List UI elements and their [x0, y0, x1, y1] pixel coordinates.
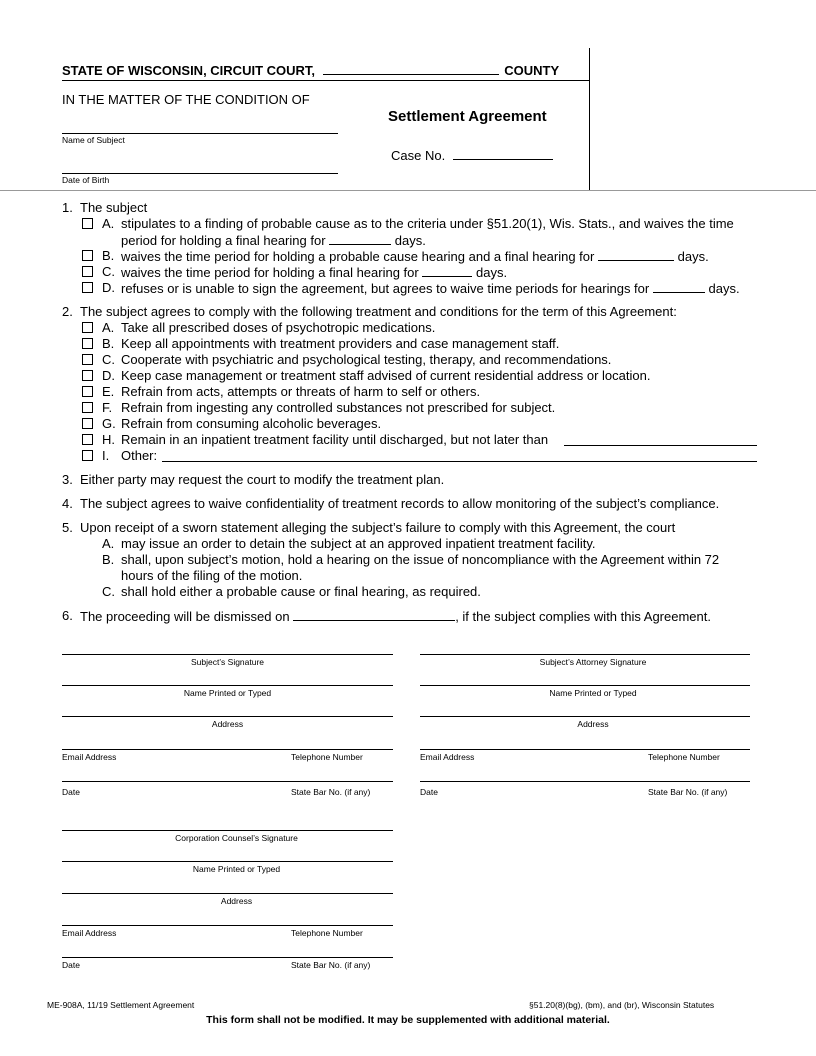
item-1d: [121, 280, 740, 296]
checkbox-2c[interactable]: [82, 354, 93, 365]
subject-signature-line[interactable]: [62, 654, 393, 655]
letter-2d: D.: [102, 368, 115, 383]
counsel-email-label: Email Address: [62, 928, 117, 938]
checkbox-1d[interactable]: [82, 282, 93, 293]
header-divider-top: [62, 80, 589, 81]
letter-1d: D.: [102, 280, 115, 295]
checkbox-2a[interactable]: [82, 322, 93, 333]
item-1a-text: stipulates to a finding of probable cause as to the criteria under §51.20(1), Wis. Stats., and waives the time: [121, 216, 734, 231]
dob-label: Date of Birth: [62, 175, 110, 185]
item-5a-text: may issue an order to detain the subject at an approved inpatient treatment facility.: [121, 536, 596, 551]
letter-1b: B.: [102, 248, 115, 263]
section3-number: 3.: [62, 472, 73, 487]
attorney-address-label: Address: [577, 719, 609, 729]
item-1d-days-field[interactable]: [653, 280, 705, 293]
counsel-name-printed-label: Name Printed or Typed: [192, 864, 281, 874]
attorney-name-line[interactable]: [420, 685, 750, 686]
case-number: [391, 147, 553, 163]
checkbox-2b[interactable]: [82, 338, 93, 349]
attorney-signature-label: Subject’s Attorney Signature: [539, 657, 647, 667]
section6-text: [80, 608, 711, 624]
checkbox-2i[interactable]: [82, 450, 93, 461]
county-field[interactable]: [323, 62, 499, 75]
section6-after: , if the subject complies with this Agreement.: [455, 609, 711, 624]
letter-1c: C.: [102, 264, 115, 279]
item-1c-text: waives the time period for holding a final hearing for: [121, 265, 419, 280]
item-2i-other-field[interactable]: [162, 461, 757, 462]
form-title: Settlement Agreement: [388, 108, 547, 125]
letter-5c: C.: [102, 584, 115, 599]
section6-number: 6.: [62, 608, 73, 623]
attorney-date-label: Date: [420, 787, 438, 797]
subject-date-label: Date: [62, 787, 80, 797]
subject-name-printed-label: Name Printed or Typed: [183, 688, 272, 698]
section4-number: 4.: [62, 496, 73, 511]
item-1c-days-field[interactable]: [422, 264, 472, 277]
attorney-email-label: Email Address: [420, 752, 475, 762]
attorney-bar-label: State Bar No. (if any): [648, 787, 728, 797]
attorney-name-printed-label: Name Printed or Typed: [549, 688, 637, 698]
letter-2a: A.: [102, 320, 115, 335]
letter-2f: F.: [102, 400, 113, 415]
section1-number: 1.: [62, 200, 73, 215]
dismissal-date-field[interactable]: [293, 608, 455, 621]
letter-2c: C.: [102, 352, 115, 367]
counsel-date-label: Date: [62, 960, 80, 970]
item-1a-suffix: days.: [394, 233, 426, 248]
letter-2g: G.: [102, 416, 116, 431]
checkbox-1c[interactable]: [82, 266, 93, 277]
subject-email-label: Email Address: [62, 752, 117, 762]
header-divider-vertical: [589, 48, 590, 190]
item-2a-text: Take all prescribed doses of psychotropic medications.: [121, 320, 436, 335]
item-2d-text: Keep case management or treatment staff advised of current residential address or location.: [121, 368, 651, 383]
item-1b-days-field[interactable]: [598, 248, 674, 261]
subject-address-label: Address: [211, 719, 244, 729]
counsel-signature-label: Corporation Counsel’s Signature: [175, 833, 298, 843]
case-no-field[interactable]: [453, 147, 553, 160]
letter-2e: E.: [102, 384, 115, 399]
checkbox-1b[interactable]: [82, 250, 93, 261]
section3-text: Either party may request the court to modify the treatment plan.: [80, 472, 445, 487]
county-label: COUNTY: [504, 63, 560, 78]
section6-before: The proceeding will be dismissed on: [80, 609, 290, 624]
letter-5a: A.: [102, 536, 115, 551]
item-1b-text: waives the time period for holding a probable cause hearing and a final hearing for: [121, 249, 595, 264]
checkbox-2d[interactable]: [82, 370, 93, 381]
attorney-signature-line[interactable]: [420, 654, 750, 655]
item-2i-text: Other:: [121, 448, 158, 463]
footer-form-id: ME-908A, 11/19 Settlement Agreement: [47, 1000, 195, 1010]
item-1d-text: refuses or is unable to sign the agreement, but agrees to waive time periods for hearings for: [121, 281, 650, 296]
section1-intro: The subject: [80, 200, 148, 215]
item-2b-text: Keep all appointments with treatment providers and case management staff.: [121, 336, 560, 351]
attorney-phone-label: Telephone Number: [648, 752, 720, 762]
attorney-date-line[interactable]: [420, 781, 750, 782]
dob-field[interactable]: [62, 173, 338, 174]
item-1c-suffix: days.: [475, 265, 508, 280]
counsel-date-line[interactable]: [62, 957, 393, 958]
matter-label: IN THE MATTER OF THE CONDITION OF: [62, 92, 310, 107]
item-1a-days-field[interactable]: [329, 232, 391, 245]
counsel-address-label: Address: [220, 896, 253, 906]
case-no-label: Case No.: [391, 148, 446, 163]
item-2h-date-field[interactable]: [564, 445, 757, 446]
footer-notice: This form shall not be modified. It may be supplemented with additional material.: [206, 1014, 610, 1026]
checkbox-2g[interactable]: [82, 418, 93, 429]
section5-intro: Upon receipt of a sworn statement alleging the subject’s failure to comply with this Agreement, the court: [80, 520, 676, 535]
item-1a-line2: [121, 232, 426, 248]
item-5b-text2: hours of the filing of the motion.: [121, 568, 303, 583]
counsel-name-line[interactable]: [62, 861, 393, 862]
subject-signature-label: Subject’s Signature: [190, 657, 265, 667]
counsel-contact-line[interactable]: [62, 925, 393, 926]
counsel-address-line[interactable]: [62, 893, 393, 894]
checkbox-1a[interactable]: [82, 218, 93, 229]
subject-phone-label: Telephone Number: [291, 752, 363, 762]
letter-2h: H.: [102, 432, 115, 447]
item-1d-suffix: days.: [708, 281, 740, 296]
item-1c: [121, 264, 507, 280]
item-2h-text: Remain in an inpatient treatment facility until discharged, but not later than: [121, 432, 549, 447]
attorney-address-line[interactable]: [420, 716, 750, 717]
counsel-signature-line[interactable]: [62, 830, 393, 831]
item-1b: [121, 248, 709, 264]
item-1a-text2: period for holding a final hearing for: [121, 233, 326, 248]
court-heading: [62, 62, 559, 78]
letter-2b: B.: [102, 336, 115, 351]
item-1b-suffix: days.: [677, 249, 709, 264]
item-2c-text: Cooperate with psychiatric and psychological testing, therapy, and recommendations.: [121, 352, 612, 367]
subject-bar-label: State Bar No. (if any): [291, 787, 371, 797]
item-5b-text: shall, upon subject’s motion, hold a hearing on the issue of noncompliance with the Agreement within 72: [121, 552, 720, 567]
subject-name-field[interactable]: [62, 133, 338, 134]
letter-2i: I.: [102, 448, 110, 463]
attorney-contact-line[interactable]: [420, 749, 750, 750]
checkbox-2f[interactable]: [82, 402, 93, 413]
checkbox-2h[interactable]: [82, 434, 93, 445]
subject-address-line[interactable]: [62, 716, 393, 717]
letter-5b: B.: [102, 552, 115, 567]
item-2e-text: Refrain from acts, attempts or threats of harm to self or others.: [121, 384, 481, 399]
section4-text: The subject agrees to waive confidentiality of treatment records to allow monitoring of the subject’s compliance.: [80, 496, 720, 511]
footer-statutes: §51.20(8)(bg), (bm), and (br), Wisconsin Statutes: [529, 1000, 715, 1010]
counsel-phone-label: Telephone Number: [291, 928, 363, 938]
item-2g-text: Refrain from consuming alcoholic beverages.: [121, 416, 382, 431]
subject-date-line[interactable]: [62, 781, 393, 782]
header-bottom-rule: [0, 190, 816, 191]
section2-number: 2.: [62, 304, 73, 319]
counsel-bar-label: State Bar No. (if any): [291, 960, 371, 970]
item-5c-text: shall hold either a probable cause or final hearing, as required.: [121, 584, 481, 599]
item-2f-text: Refrain from ingesting any controlled substances not prescribed for subject.: [121, 400, 556, 415]
section2-intro: The subject agrees to comply with the following treatment and conditions for the term of this Agreement:: [80, 304, 677, 319]
checkbox-2e[interactable]: [82, 386, 93, 397]
subject-name-line[interactable]: [62, 685, 393, 686]
subject-name-label: Name of Subject: [62, 135, 125, 145]
letter-1a: A.: [102, 216, 115, 231]
court-line: STATE OF WISCONSIN, CIRCUIT COURT,: [62, 63, 316, 78]
section5-number: 5.: [62, 520, 73, 535]
subject-contact-line[interactable]: [62, 749, 393, 750]
